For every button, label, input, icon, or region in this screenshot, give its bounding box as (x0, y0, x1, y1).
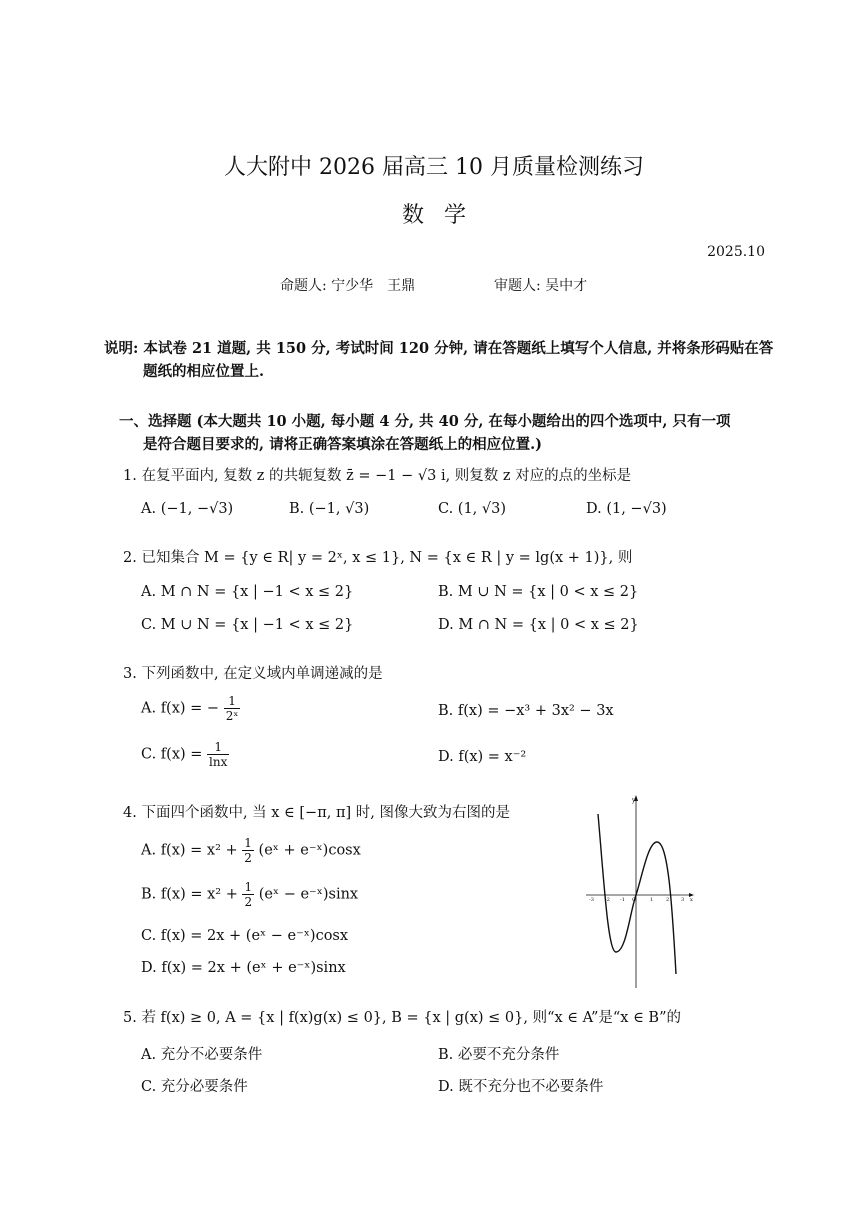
question-2-option-b: B. M ∪ N = {x | 0 < x ≤ 2} (438, 584, 639, 600)
y-axis-label: y (632, 797, 636, 804)
question-5-option-c: C. 充分必要条件 (141, 1079, 248, 1095)
question-3-option-b: B. f(x) = −x³ + 3x² − 3x (438, 703, 614, 719)
question-2-stem: 2. 已知集合 M = {y ∈ R| y = 2ˣ, x ≤ 1}, N = {x ∈ R | y = lg(x + 1)}, 则 (123, 550, 633, 566)
question-3-option-a-fraction (224, 694, 241, 723)
x-tick-label: 2 (666, 897, 670, 903)
subject-title: 数学 (401, 203, 486, 228)
question-4-option-a-text: A. f(x) = x² + (141, 842, 238, 859)
question-4-option-a (141, 836, 361, 865)
question-1-option-c: C. (1, √3) (438, 501, 507, 517)
fraction-numerator: 1 (224, 694, 241, 709)
fraction-denominator: 2 (244, 851, 252, 865)
function-curve (598, 814, 676, 974)
author-line: 命题人: 宁少华 王鼎 (280, 278, 416, 294)
fraction-denominator: 2ˣ (225, 709, 239, 723)
question-4-option-a-fraction (242, 836, 254, 865)
question-2-option-d: D. M ∩ N = {x | 0 < x ≤ 2} (438, 617, 639, 633)
question-4-option-c: C. f(x) = 2x + (eˣ − e⁻ˣ)cosx (141, 928, 349, 944)
question-4-option-a-tail: (eˣ + e⁻ˣ)cosx (258, 842, 361, 859)
fraction-numerator: 1 (207, 740, 229, 755)
question-5-option-d: D. 既不充分也不必要条件 (438, 1079, 604, 1095)
fraction-numerator: 1 (244, 880, 253, 894)
question-4-option-b (141, 880, 358, 909)
x-tick-label: -1 (620, 897, 625, 903)
question-2-option-a: A. M ∩ N = {x | −1 < x ≤ 2} (141, 584, 354, 600)
instructions-line-1: 说明: 本试卷 21 道题, 共 150 分, 考试时间 120 分钟, 请在答题纸上填写个人信息, 并将条形码贴在答 (104, 340, 774, 357)
section-header-line-2: 是符合题目要求的, 请将正确答案填涂在答题纸上的相应位置.) (143, 436, 543, 453)
reviewer-line: 审题人: 吴中才 (494, 278, 588, 294)
question-4-option-b-text: B. f(x) = x² + (141, 886, 238, 903)
question-4-option-d: D. f(x) = 2x + (eˣ + e⁻ˣ)sinx (141, 960, 346, 976)
exam-title: 人大附中 2026 届高三 10 月质量检测练习 (224, 155, 644, 180)
question-1-option-a: A. (−1, −√3) (141, 501, 234, 517)
x-tick-label: 1 (650, 897, 654, 903)
exam-date: 2025.10 (707, 244, 765, 260)
x-tick-label: x (690, 897, 693, 903)
question-3-option-d: D. f(x) = x⁻² (438, 749, 527, 765)
question-3-option-c-fraction (207, 740, 229, 769)
question-4-option-b-tail: (eˣ − e⁻ˣ)sinx (258, 886, 359, 903)
fraction-denominator: 2 (244, 895, 253, 909)
question-4-option-b-fraction (242, 880, 254, 909)
fraction-numerator: 1 (244, 836, 252, 850)
question-3-option-c-text: C. f(x) = (141, 746, 203, 763)
question-3-option-a (141, 694, 240, 723)
question-5-option-b: B. 必要不充分条件 (438, 1047, 560, 1063)
question-1-option-d: D. (1, −√3) (586, 501, 667, 517)
fraction-denominator: lnx (209, 755, 228, 769)
question-5-option-a: A. 充分不必要条件 (141, 1047, 263, 1063)
x-tick-label: 3 (681, 897, 685, 903)
question-1-stem: 1. 在复平面内, 复数 z 的共轭复数 z̄ = −1 − √3 i, 则复数 z 对应的点的坐标是 (123, 468, 632, 484)
instructions-line-2: 题纸的相应位置上. (143, 363, 265, 380)
x-tick-label: -2 (605, 897, 610, 903)
question-3-stem: 3. 下列函数中, 在定义域内单调递减的是 (123, 666, 383, 682)
x-tick-label: -3 (589, 897, 594, 903)
question-2-option-c: C. M ∪ N = {x | −1 < x ≤ 2} (141, 617, 354, 633)
question-3-option-a-text: A. f(x) = − (141, 700, 220, 717)
question-3-option-c (141, 740, 229, 769)
question-1-option-b: B. (−1, √3) (289, 501, 370, 517)
function-graph (584, 792, 696, 990)
x-tick-label: O (632, 897, 637, 903)
question-4-stem: 4. 下面四个函数中, 当 x ∈ [−π, π] 时, 图像大致为右图的是 (123, 805, 510, 821)
section-header-line-1: 一、选择题 (本大题共 10 小题, 每小题 4 分, 共 40 分, 在每小题给出的四个选项中, 只有一项 (119, 413, 731, 430)
question-5-stem: 5. 若 f(x) ≥ 0, A = {x | f(x)g(x) ≤ 0}, B = {x | g(x) ≤ 0}, 则“x ∈ A”是“x ∈ B”的 (123, 1010, 681, 1026)
